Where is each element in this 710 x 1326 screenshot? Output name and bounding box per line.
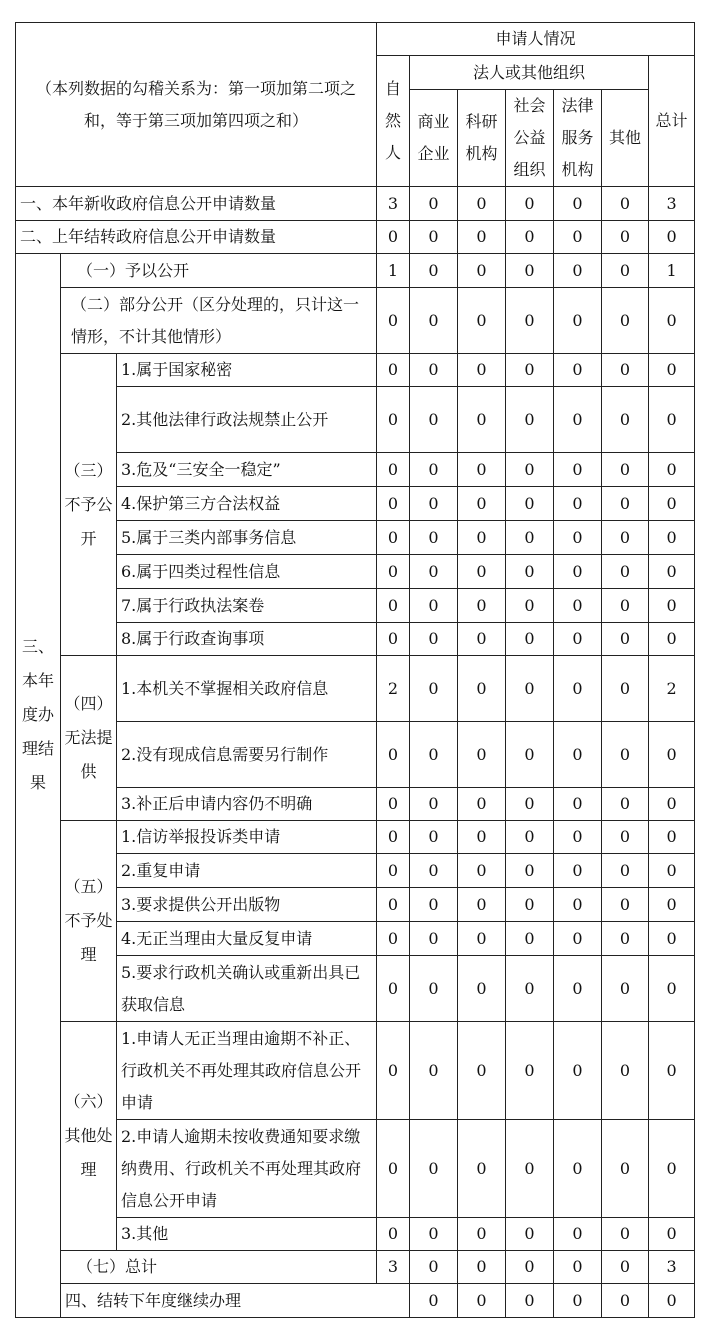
total-header: 总计	[649, 56, 695, 187]
value-cell: 0	[410, 453, 458, 487]
value-cell: 0	[377, 555, 410, 589]
value-cell: 0	[602, 656, 649, 722]
value-cell: 0	[506, 555, 554, 589]
value-cell: 0	[554, 589, 602, 623]
item-label: 8.属于行政查询事项	[117, 623, 377, 656]
value-cell: 0	[506, 922, 554, 956]
value-cell: 0	[377, 956, 410, 1022]
value-cell: 0	[554, 1218, 602, 1251]
value-cell: 0	[377, 788, 410, 821]
value-cell: 0	[506, 1120, 554, 1218]
value-cell: 0	[602, 1120, 649, 1218]
value-cell: 0	[377, 387, 410, 453]
legal-group-header: 法人或其他组织	[410, 56, 649, 90]
value-cell: 0	[410, 956, 458, 1022]
value-cell: 3	[649, 187, 695, 221]
value-cell: 0	[410, 722, 458, 788]
gov-info-disclosure-table	[15, 22, 695, 1318]
value-cell: 0	[506, 187, 554, 221]
value-cell: 0	[506, 453, 554, 487]
value-cell: 0	[377, 854, 410, 888]
value-cell: 0	[602, 589, 649, 623]
row-label: 一、本年新收政府信息公开申请数量	[16, 187, 377, 221]
value-cell: 0	[554, 956, 602, 1022]
value-cell: 0	[649, 788, 695, 821]
value-cell: 0	[649, 1022, 695, 1120]
value-cell: 0	[458, 254, 506, 288]
value-cell: 0	[377, 487, 410, 521]
value-cell: 0	[554, 623, 602, 656]
value-cell: 0	[410, 656, 458, 722]
category-other: （六）其他处理	[61, 1022, 117, 1251]
value-cell: 0	[410, 288, 458, 354]
value-cell: 0	[458, 722, 506, 788]
col-header-legal-service: 法律服务机构	[554, 90, 602, 187]
value-cell: 0	[602, 1284, 649, 1318]
value-cell: 0	[458, 453, 506, 487]
value-cell: 0	[506, 1218, 554, 1251]
value-cell: 0	[506, 956, 554, 1022]
value-cell: 0	[602, 788, 649, 821]
item-label: 1.信访举报投诉类申请	[117, 821, 377, 854]
value-cell: 0	[377, 922, 410, 956]
category-not-processed: （五）不予处理	[61, 821, 117, 1022]
item-label: 3.补正后申请内容仍不明确	[117, 788, 377, 821]
value-cell: 0	[554, 1251, 602, 1284]
value-cell: 0	[410, 254, 458, 288]
value-cell: 0	[377, 1120, 410, 1218]
value-cell: 0	[458, 1251, 506, 1284]
value-cell: 0	[377, 821, 410, 854]
value-cell: 0	[410, 1251, 458, 1284]
value-cell: 2	[649, 656, 695, 722]
value-cell: 0	[554, 453, 602, 487]
item-label: 4.保护第三方合法权益	[117, 487, 377, 521]
value-cell: 0	[554, 187, 602, 221]
col-header-research: 科研机构	[458, 90, 506, 187]
col-header-other: 其他	[602, 90, 649, 187]
value-cell: 3	[649, 1251, 695, 1284]
value-cell: 0	[458, 487, 506, 521]
value-cell: 0	[649, 354, 695, 387]
value-cell: 0	[649, 821, 695, 854]
value-cell: 0	[649, 1120, 695, 1218]
value-cell: 0	[602, 453, 649, 487]
value-cell: 0	[506, 589, 554, 623]
value-cell: 0	[458, 1218, 506, 1251]
value-cell: 0	[410, 922, 458, 956]
value-cell: 1	[377, 254, 410, 288]
item-label: 3.其他	[117, 1218, 377, 1251]
value-cell: 0	[554, 1284, 602, 1318]
value-cell: 0	[602, 288, 649, 354]
value-cell: 0	[410, 1022, 458, 1120]
value-cell: 0	[554, 521, 602, 555]
value-cell: 0	[602, 221, 649, 254]
value-cell: 0	[377, 453, 410, 487]
value-cell: 0	[458, 221, 506, 254]
value-cell: 0	[458, 1284, 506, 1318]
row-label: （七）总计	[61, 1251, 377, 1284]
value-cell: 0	[458, 854, 506, 888]
value-cell: 0	[554, 288, 602, 354]
value-cell: 0	[377, 623, 410, 656]
value-cell: 0	[377, 354, 410, 387]
table-note: （本列数据的勾稽关系为：第一项加第二项之和，等于第三项加第四项之和）	[16, 23, 377, 187]
value-cell: 0	[649, 1284, 695, 1318]
item-label: 3.危及“三安全一稳定”	[117, 453, 377, 487]
category-unable: （四）无法提供	[61, 656, 117, 821]
value-cell: 0	[554, 221, 602, 254]
value-cell: 0	[410, 623, 458, 656]
row-label: （一）予以公开	[61, 254, 377, 288]
value-cell: 0	[506, 354, 554, 387]
value-cell: 0	[649, 623, 695, 656]
value-cell: 0	[377, 888, 410, 922]
value-cell: 0	[506, 221, 554, 254]
item-label: 1.本机关不掌握相关政府信息	[117, 656, 377, 722]
value-cell: 0	[602, 821, 649, 854]
value-cell: 0	[410, 521, 458, 555]
value-cell: 0	[554, 821, 602, 854]
value-cell: 0	[506, 1022, 554, 1120]
value-cell: 0	[410, 387, 458, 453]
value-cell: 0	[602, 623, 649, 656]
value-cell: 0	[458, 521, 506, 555]
value-cell: 0	[602, 487, 649, 521]
value-cell: 0	[602, 888, 649, 922]
value-cell: 0	[506, 521, 554, 555]
value-cell: 0	[649, 722, 695, 788]
item-label: 2.其他法律行政法规禁止公开	[117, 387, 377, 453]
value-cell: 0	[506, 487, 554, 521]
value-cell: 0	[377, 221, 410, 254]
value-cell: 0	[377, 521, 410, 555]
value-cell: 0	[602, 555, 649, 589]
item-label: 2.申请人逾期未按收费通知要求缴纳费用、行政机关不再处理其政府信息公开申请	[117, 1120, 377, 1218]
value-cell: 0	[410, 854, 458, 888]
value-cell: 0	[649, 288, 695, 354]
value-cell: 0	[649, 555, 695, 589]
value-cell: 0	[554, 854, 602, 888]
value-cell: 0	[554, 354, 602, 387]
value-cell: 0	[410, 187, 458, 221]
value-cell: 0	[377, 722, 410, 788]
value-cell: 0	[602, 1022, 649, 1120]
value-cell: 0	[458, 888, 506, 922]
item-label: 1.属于国家秘密	[117, 354, 377, 387]
value-cell: 0	[506, 1284, 554, 1318]
item-label: 2.没有现成信息需要另行制作	[117, 722, 377, 788]
value-cell: 0	[410, 555, 458, 589]
value-cell: 1	[649, 254, 695, 288]
value-cell: 0	[458, 1022, 506, 1120]
value-cell: 0	[377, 1218, 410, 1251]
value-cell: 0	[649, 956, 695, 1022]
value-cell: 0	[506, 623, 554, 656]
row-label: 二、上年结转政府信息公开申请数量	[16, 221, 377, 254]
value-cell: 0	[410, 788, 458, 821]
value-cell: 0	[458, 555, 506, 589]
applicant-group-header: 申请人情况	[377, 23, 695, 56]
value-cell: 0	[554, 1120, 602, 1218]
value-cell: 0	[506, 854, 554, 888]
item-label: 5.要求行政机关确认或重新出具已获取信息	[117, 956, 377, 1022]
value-cell: 0	[602, 354, 649, 387]
item-label: 3.要求提供公开出版物	[117, 888, 377, 922]
value-cell: 2	[377, 656, 410, 722]
value-cell: 0	[649, 453, 695, 487]
value-cell: 0	[554, 888, 602, 922]
value-cell: 0	[554, 254, 602, 288]
value-cell: 0	[649, 888, 695, 922]
value-cell: 0	[458, 956, 506, 1022]
value-cell: 0	[458, 1120, 506, 1218]
value-cell: 0	[458, 589, 506, 623]
value-cell: 0	[602, 521, 649, 555]
value-cell: 0	[506, 254, 554, 288]
row-label: 四、结转下年度继续办理	[61, 1284, 410, 1318]
value-cell: 0	[554, 722, 602, 788]
value-cell: 0	[554, 788, 602, 821]
value-cell: 0	[649, 1218, 695, 1251]
value-cell: 0	[377, 589, 410, 623]
value-cell: 0	[410, 1218, 458, 1251]
value-cell: 0	[649, 854, 695, 888]
value-cell: 0	[458, 656, 506, 722]
value-cell: 0	[649, 521, 695, 555]
value-cell: 0	[377, 288, 410, 354]
value-cell: 0	[602, 187, 649, 221]
value-cell: 0	[602, 922, 649, 956]
value-cell: 0	[506, 821, 554, 854]
value-cell: 3	[377, 187, 410, 221]
value-cell: 0	[506, 722, 554, 788]
value-cell: 0	[649, 922, 695, 956]
item-label: 1.申请人无正当理由逾期不补正、行政机关不再处理其政府信息公开申请	[117, 1022, 377, 1120]
value-cell: 0	[410, 354, 458, 387]
value-cell: 0	[554, 922, 602, 956]
value-cell: 0	[602, 1218, 649, 1251]
natural-person-header: 自然人	[377, 56, 410, 187]
value-cell: 0	[506, 888, 554, 922]
value-cell: 0	[377, 1022, 410, 1120]
value-cell: 0	[410, 487, 458, 521]
section3-label: 三、本年度办理结果	[16, 254, 61, 1318]
col-header-business: 商业企业	[410, 90, 458, 187]
value-cell: 3	[377, 1251, 410, 1284]
item-label: 5.属于三类内部事务信息	[117, 521, 377, 555]
value-cell: 0	[458, 788, 506, 821]
value-cell: 0	[602, 254, 649, 288]
value-cell: 0	[410, 221, 458, 254]
row-label: （二）部分公开（区分处理的，只计这一情形，不计其他情形）	[61, 288, 377, 354]
value-cell: 0	[506, 387, 554, 453]
value-cell: 0	[649, 487, 695, 521]
value-cell: 0	[649, 221, 695, 254]
value-cell: 0	[554, 387, 602, 453]
value-cell: 0	[458, 623, 506, 656]
value-cell: 0	[554, 656, 602, 722]
value-cell: 0	[458, 187, 506, 221]
value-cell: 0	[458, 354, 506, 387]
value-cell: 0	[649, 589, 695, 623]
value-cell: 0	[458, 922, 506, 956]
value-cell: 0	[410, 888, 458, 922]
value-cell: 0	[458, 387, 506, 453]
value-cell: 0	[602, 854, 649, 888]
value-cell: 0	[602, 956, 649, 1022]
value-cell: 0	[602, 387, 649, 453]
value-cell: 0	[506, 288, 554, 354]
item-label: 6.属于四类过程性信息	[117, 555, 377, 589]
category-refuse: （三）不予公开	[61, 354, 117, 656]
value-cell: 0	[410, 821, 458, 854]
value-cell: 0	[410, 1120, 458, 1218]
col-header-public-welfare: 社会公益组织	[506, 90, 554, 187]
value-cell: 0	[554, 487, 602, 521]
value-cell: 0	[602, 1251, 649, 1284]
value-cell: 0	[410, 589, 458, 623]
value-cell: 0	[410, 1284, 458, 1318]
value-cell: 0	[649, 387, 695, 453]
value-cell: 0	[506, 1251, 554, 1284]
value-cell: 0	[506, 656, 554, 722]
item-label: 7.属于行政执法案卷	[117, 589, 377, 623]
value-cell: 0	[554, 555, 602, 589]
item-label: 4.无正当理由大量反复申请	[117, 922, 377, 956]
value-cell: 0	[554, 1022, 602, 1120]
value-cell: 0	[458, 288, 506, 354]
item-label: 2.重复申请	[117, 854, 377, 888]
value-cell: 0	[602, 722, 649, 788]
value-cell: 0	[458, 821, 506, 854]
value-cell: 0	[506, 788, 554, 821]
